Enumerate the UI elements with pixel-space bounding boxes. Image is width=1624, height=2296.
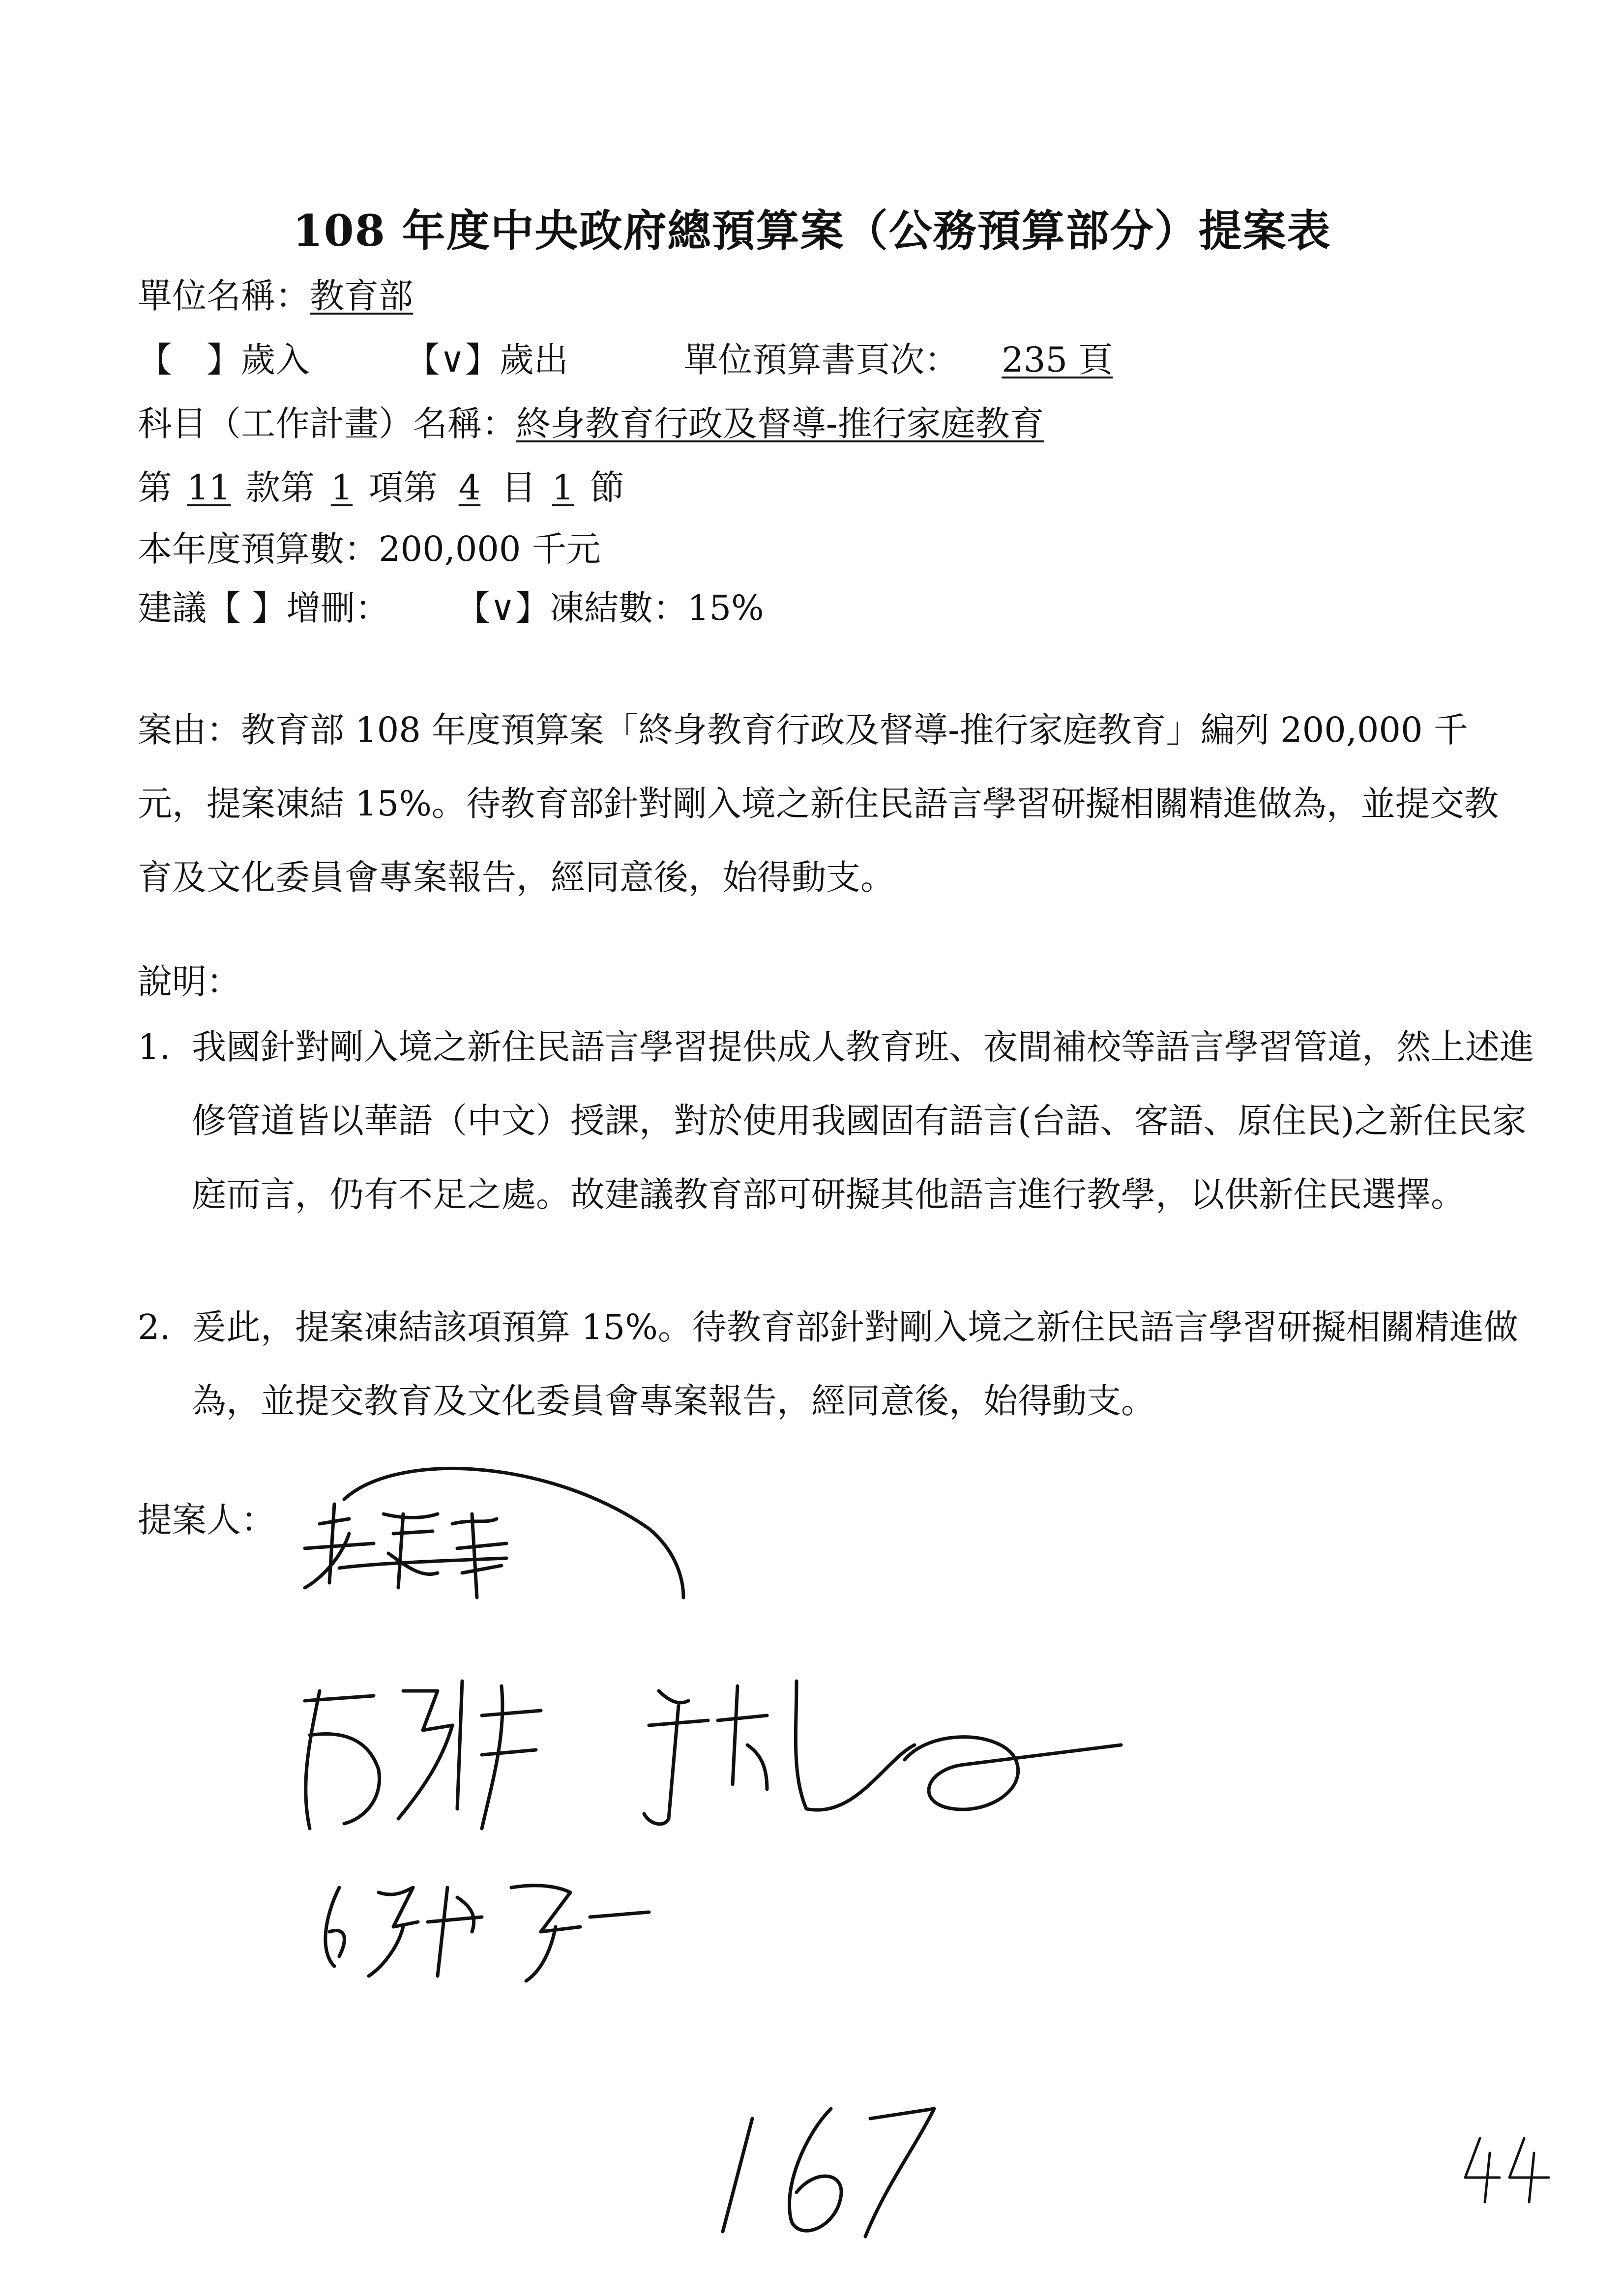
list-text: 我國針對剛入境之新住民語言學習提供成人教育班、夜間補校等語言學習管道，然上述進修管道皆以華語（中文）授課，對於使用我國固有語言(台語、客語、原住民)之新住民家庭而言，仍有不足之處。故建議教育部可研擬其他語言進行教學，以供新住民選擇。 (192, 1027, 1534, 1215)
subject-label: 科目（工作計畫）名稱： (138, 404, 516, 444)
revenue-checkbox: 【 】歲入 (138, 340, 310, 380)
reason-paragraph: 案由：教育部 108 年度預算案「終身教育行政及督導-推行家庭教育」編列 200,000 千元，提案凍結 15%。待教育部針對剛入境之新住民語言學習研擬相關精進做為，並提交教育及文化委員會專案報告，經同意後，始得動支。 (138, 710, 1499, 898)
list-item (138, 1290, 1534, 1438)
section-xiang: 1 (330, 467, 353, 508)
list-number: 2. (138, 1307, 171, 1347)
list-item (138, 1010, 1534, 1305)
unit-label: 單位名稱： (138, 276, 310, 316)
suggest-prefix: 建議【 】增刪： (138, 588, 390, 628)
expenditure-checkbox: 【∨】歲出 (405, 340, 568, 380)
proposer-label: 提案人： (138, 1500, 275, 1540)
section-text: 款第 (246, 467, 315, 508)
signature-1 (275, 1440, 718, 1686)
document-title: 108 年度中央政府總預算案（公務預算部分）提案表 (293, 205, 1331, 256)
explain-label: 說明： (138, 961, 241, 1002)
unit-line (138, 275, 413, 317)
list-number: 1. (138, 1027, 171, 1067)
section-text: 節 (590, 467, 624, 508)
section-text: 目 (502, 467, 536, 508)
page-ref-label: 單位預算書頁次： (683, 340, 959, 380)
signature-3 (295, 1868, 688, 1996)
subject-value: 終身教育行政及督導-推行家庭教育 (516, 404, 1044, 444)
corner-page-number (1455, 2128, 1564, 2207)
section-line (138, 467, 624, 508)
subject-line (138, 403, 1044, 444)
suggestion-line (138, 587, 764, 629)
section-text: 項第 (369, 467, 438, 508)
budget-type-line (138, 339, 1155, 380)
suggest-freeze: 【∨】凍結數：15% (455, 588, 764, 628)
list-text: 爰此，提案凍結該項預算 15%。待教育部針對剛入境之新住民語言學習研擬相關精進做為，並提交教育及文化委員會專案報告，經同意後，始得動支。 (192, 1307, 1518, 1421)
section-text: 第 (138, 467, 172, 508)
section-jie: 1 (552, 467, 574, 508)
handwritten-page-number (708, 2089, 974, 2246)
section-mu: 4 (458, 467, 481, 508)
section-kuan: 11 (187, 467, 231, 508)
page-ref-value: 235 頁 (1002, 340, 1113, 380)
budget-amount-line: 本年度預算數：200,000 千元 (138, 529, 601, 569)
unit-value: 教育部 (310, 276, 413, 316)
signature-2 (275, 1661, 1210, 1858)
